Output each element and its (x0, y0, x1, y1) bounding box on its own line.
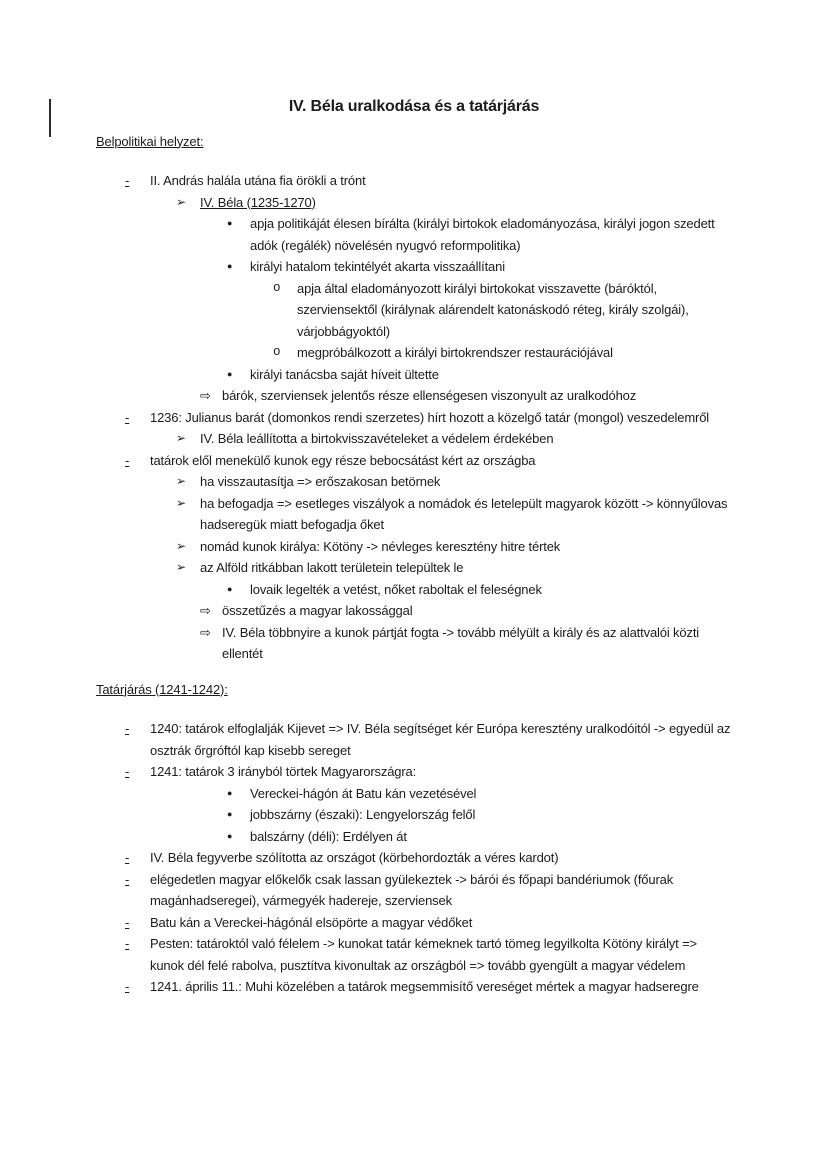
list-item-text: nomád kunok királya: Kötöny -> névleges keresztény hitre tértek (200, 538, 561, 554)
list-item-text: IV. Béla leállította a birtokvisszavételeket a védelem érdekében (200, 431, 554, 446)
list-item-text: Pesten: tatároktól való félelem -> kunokat tatár kémeknek tartó tömeg legyilkolta Kötöny királyt => kunok dél felé rabolva, pusztítva kivonultak az országból => tovább gyengült a magyar védelem (150, 936, 697, 973)
list-item-text: Vereckei-hágón át Batu kán vezetésével (250, 785, 477, 801)
list-item (96, 342, 732, 364)
bullet-marker-icon: ● (227, 583, 233, 594)
list-item (96, 364, 732, 386)
list-item-text: összetűzés a magyar lakossággal (222, 603, 413, 618)
list-item-text: 1241. április 11.: Muhi közelében a tatárok megsemmisítő vereséget mértek a magyar hadseregre (150, 979, 699, 994)
list-item (96, 407, 732, 429)
list-item (96, 804, 732, 826)
dash-marker-icon: - (125, 173, 130, 188)
list-item (96, 579, 732, 601)
list-item (96, 536, 732, 558)
list-item-text: 1241: tatárok 3 irányból törtek Magyarországra: (150, 764, 417, 779)
list-item (96, 761, 732, 783)
document-content (96, 131, 732, 998)
dash-marker-icon: - (125, 871, 130, 887)
list-item (96, 557, 732, 579)
list-item-text: 1240: tatárok elfoglalják Kijevet => IV. Béla segítséget kér Európa keresztény uralkodóitól -> egyedül az osztrák őrgróftól kap kisebb sereget (150, 721, 731, 758)
list-item (96, 933, 732, 976)
list-item (96, 385, 732, 407)
section-list (96, 170, 732, 665)
list-item-text: ha befogadja => esetleges viszályok a nomádok és letelepült magyarok között -> könnyűlovas hadseregük miatt befogadja őket (200, 495, 728, 532)
circle-marker-icon: o (273, 345, 281, 359)
arrow-marker-icon: ➢ (176, 495, 186, 510)
list-item-text: IV. Béla fegyverbe szólította az országot (körbehordozták a véres kardot) (150, 850, 559, 865)
list-item (96, 912, 732, 934)
darrow-marker-icon: ⇨ (200, 388, 211, 403)
arrow-marker-icon: ➢ (176, 194, 186, 209)
list-item-text: királyi hatalom tekintélyét akarta visszaállítani (250, 259, 505, 274)
list-item-text: ha visszautasítja => erőszakosan betörnek (200, 474, 441, 489)
dash-marker-icon: - (125, 721, 130, 736)
list-item-text: királyi tanácsba saját híveit ültette (250, 366, 439, 382)
list-item-text: jobbszárny (északi): Lengyelország felől (250, 807, 476, 822)
dash-marker-icon: - (125, 850, 130, 865)
list-item-text: balszárny (déli): Erdélyen át (250, 828, 407, 844)
list-item (96, 783, 732, 805)
arrow-marker-icon: ➢ (176, 431, 186, 445)
list-item (96, 847, 732, 869)
dash-marker-icon: - (125, 979, 130, 994)
list-item (96, 428, 732, 450)
list-item (96, 718, 732, 761)
list-item (96, 170, 732, 192)
arrow-marker-icon: ➢ (176, 538, 186, 553)
bullet-marker-icon: ● (227, 809, 233, 819)
list-item (96, 622, 732, 665)
list-item-text: apja által eladományozott királyi birtokokat visszavette (báróktól, szerviensektől (királynak alárendelt katonáskodó réteg, király szolgái), várjobbágyoktól) (297, 280, 689, 339)
circle-marker-icon: o (273, 280, 281, 295)
list-item (96, 213, 732, 256)
bullet-marker-icon: ● (227, 218, 233, 228)
dash-marker-icon: - (125, 936, 130, 951)
list-item (96, 256, 732, 278)
list-item (96, 600, 732, 622)
list-item-text: apja politikáját élesen bírálta (királyi birtokok eladományozása, királyi jogon szedett adók (regálék) növelésén nyugvó reformpolitika) (250, 216, 715, 253)
list-item (96, 976, 732, 998)
bullet-marker-icon: ● (227, 787, 233, 798)
darrow-marker-icon: ⇨ (200, 624, 211, 640)
bullet-marker-icon: ● (227, 368, 233, 379)
list-item (96, 192, 732, 214)
section-heading: Tatárjárás (1241-1242): (96, 681, 228, 697)
list-item (96, 471, 732, 493)
dash-marker-icon: - (125, 914, 130, 930)
darrow-marker-icon: ⇨ (200, 603, 211, 618)
list-item-text: IV. Béla többnyire a kunok pártját fogta -> tovább mélyült a király és az alattvalói közti ellentét (222, 624, 700, 661)
bullet-marker-icon: ● (227, 830, 233, 841)
list-item-text: II. András halála utána fia örökli a trónt (150, 173, 366, 188)
list-item-text: lovaik legelték a vetést, nőket raboltak el feleségnek (250, 581, 542, 597)
list-item (96, 869, 732, 912)
list-item-text: elégedetlen magyar előkelők csak lassan gyülekeztek -> bárói és főpapi bandériumok (főurak magánhadseregei), vármegyék hadereje, szerviensek (150, 871, 674, 908)
list-item (96, 826, 732, 848)
arrow-marker-icon: ➢ (176, 560, 186, 574)
list-item-text: 1236: Julianus barát (domonkos rendi szerzetes) hírt hozott a közelgő tatár (mongol) veszedelemről (150, 409, 710, 425)
list-item (96, 278, 732, 343)
list-item-text: tatárok elől menekülő kunok egy része bebocsátást kért az országba (150, 452, 536, 468)
dash-marker-icon: - (125, 452, 130, 468)
arrow-marker-icon: ➢ (176, 474, 186, 488)
dash-marker-icon: - (125, 409, 130, 425)
dash-marker-icon: - (125, 764, 130, 779)
section-list (96, 718, 732, 998)
list-item-text: az Alföld ritkábban lakott területein települtek le (200, 560, 464, 575)
bullet-marker-icon: ● (227, 261, 233, 271)
list-item-text: Batu kán a Vereckei-hágónál elsöpörte a magyar védőket (150, 914, 473, 930)
section-heading: Belpolitikai helyzet: (96, 133, 204, 149)
list-item-text: megpróbálkozott a királyi birtokrendszer restaurációjával (297, 345, 613, 360)
list-item (96, 450, 732, 472)
list-item (96, 493, 732, 536)
list-item-text: IV. Béla (1235-1270) (200, 194, 316, 210)
document-title: IV. Béla uralkodása és a tatárjárás (288, 98, 540, 115)
list-item-text: bárók, szerviensek jelentős része ellenségesen viszonyult az uralkodóhoz (222, 388, 637, 403)
margin-change-bar-icon (49, 99, 51, 137)
